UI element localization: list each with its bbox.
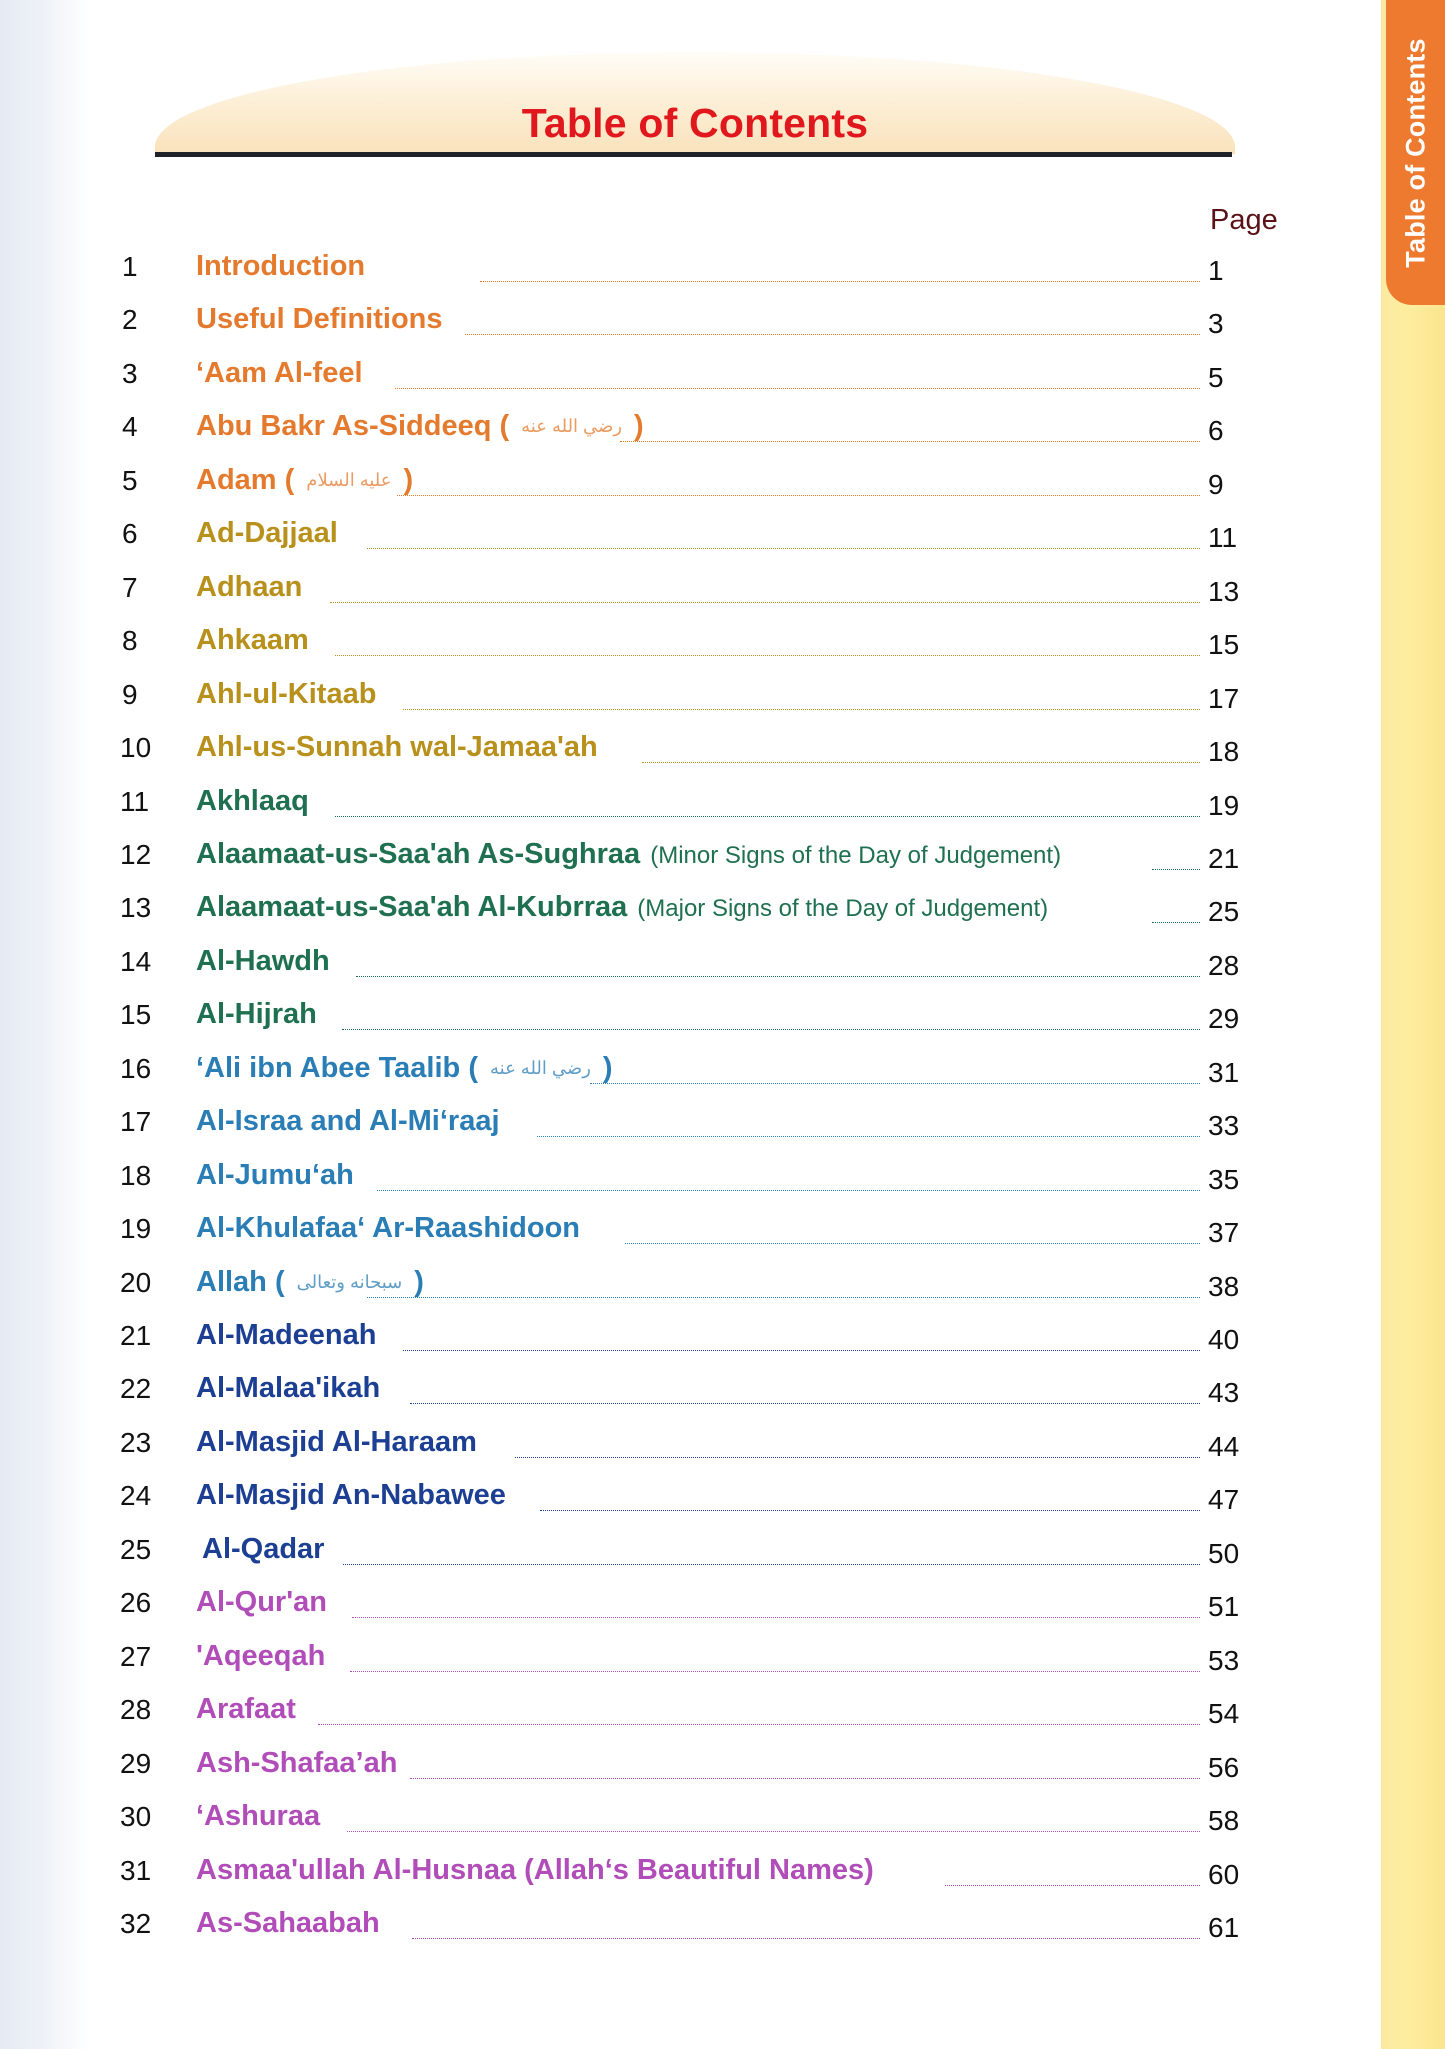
entry-number: 14 — [120, 945, 152, 977]
arabic-honorific-icon: عليه السلام — [306, 469, 392, 490]
entry-subtitle: (Minor Signs of the Day of Judgement) — [650, 841, 1062, 869]
entry-title[interactable]: Ahkaam — [196, 624, 309, 657]
entry-title-group[interactable] — [196, 1159, 354, 1192]
entry-title-group[interactable] — [196, 1212, 580, 1245]
entry-page-number[interactable]: 51 — [1208, 1591, 1240, 1623]
toc-entry[interactable] — [0, 1417, 1381, 1470]
entry-page-number[interactable]: 44 — [1208, 1430, 1240, 1462]
entry-page-number[interactable]: 28 — [1208, 949, 1240, 981]
toc-entry[interactable] — [0, 562, 1381, 615]
entry-subtitle: (Major Signs of the Day of Judgement) — [637, 895, 1049, 923]
entry-page-number[interactable]: 6 — [1208, 415, 1224, 447]
entry-number: 23 — [120, 1426, 152, 1458]
entry-title-group[interactable] — [196, 1693, 296, 1726]
entry-page-number[interactable]: 31 — [1208, 1056, 1240, 1088]
toc-entry[interactable] — [0, 1524, 1381, 1577]
toc-entry[interactable] — [0, 1043, 1381, 1096]
dot-leader — [480, 281, 1200, 282]
arabic-honorific-icon: رضي الله عنه — [489, 1057, 591, 1078]
entry-title-group[interactable] — [196, 1586, 327, 1619]
entry-number: 9 — [122, 678, 138, 710]
entry-number: 24 — [120, 1480, 152, 1512]
entry-page-number[interactable]: 38 — [1208, 1270, 1240, 1302]
entry-title-group[interactable] — [196, 303, 443, 336]
entry-title[interactable]: Al-Israa and Al-Mi‘raaj — [196, 1105, 500, 1138]
dot-leader — [410, 1403, 1200, 1404]
entry-number: 21 — [120, 1320, 152, 1351]
entry-page-number[interactable]: 58 — [1208, 1805, 1240, 1837]
title-underline — [155, 152, 1232, 157]
dot-leader — [330, 602, 1200, 603]
title-banner — [155, 52, 1235, 154]
toc-entry[interactable] — [0, 882, 1381, 935]
dot-leader — [642, 762, 1200, 763]
dot-leader — [403, 1350, 1200, 1351]
entry-title[interactable]: Ash-Shafaa’ah — [196, 1746, 398, 1779]
entry-title[interactable]: Al-Qur'an — [196, 1586, 327, 1619]
toc-entry[interactable] — [0, 455, 1381, 508]
entry-page-number[interactable]: 47 — [1208, 1484, 1240, 1516]
toc-entry[interactable] — [0, 241, 1381, 294]
dot-leader — [945, 1885, 1200, 1886]
entry-number: 15 — [120, 999, 152, 1031]
entry-title[interactable]: Al-Hijrah — [196, 998, 317, 1031]
dot-leader — [410, 1778, 1200, 1779]
entry-page-number[interactable]: 60 — [1208, 1858, 1240, 1890]
entry-title-group[interactable] — [196, 731, 598, 764]
entry-title-group[interactable] — [196, 945, 330, 978]
entry-number: 16 — [120, 1052, 152, 1084]
toc-entry[interactable] — [0, 1363, 1381, 1416]
entry-number: 2 — [122, 304, 138, 336]
toc-entry[interactable] — [0, 1257, 1381, 1310]
entry-number: 12 — [120, 838, 152, 870]
toc-entry[interactable] — [0, 1791, 1381, 1844]
dot-leader — [515, 1457, 1200, 1458]
entry-title[interactable]: Asmaa'ullah Al-Husnaa (Allah‘s Beautiful Names) — [196, 1853, 874, 1886]
toc-entry[interactable] — [0, 1845, 1381, 1898]
dot-leader — [1152, 869, 1200, 870]
entry-page-number[interactable]: 5 — [1208, 361, 1224, 393]
entry-page-number[interactable]: 1 — [1208, 255, 1224, 286]
toc-entry[interactable] — [0, 1577, 1381, 1630]
toc-entry[interactable] — [0, 1898, 1381, 1951]
toc-entry[interactable] — [0, 936, 1381, 989]
closing-paren: ) — [414, 1265, 424, 1298]
toc-entry[interactable] — [0, 1203, 1381, 1256]
entry-title[interactable]: Arafaat — [196, 1693, 296, 1726]
entry-title[interactable]: ‘Aam Al-feel — [196, 356, 363, 389]
dot-leader — [590, 1083, 1200, 1084]
entry-number: 17 — [120, 1106, 152, 1138]
toc-entry[interactable] — [0, 615, 1381, 668]
entry-number: 29 — [120, 1747, 152, 1779]
toc-entry[interactable] — [0, 294, 1381, 347]
side-margin-strip — [1381, 0, 1445, 2049]
section-tab[interactable] — [1386, 0, 1445, 305]
entry-title[interactable]: Al-Qadar — [202, 1532, 325, 1565]
toc-entry[interactable] — [0, 1096, 1381, 1149]
dot-leader — [377, 1190, 1200, 1191]
entry-title[interactable]: Adhaan — [196, 570, 303, 603]
entry-number: 25 — [120, 1533, 152, 1565]
entry-page-number[interactable]: 15 — [1208, 629, 1240, 661]
entry-title[interactable]: Al-Masjid Al-Haraam — [196, 1425, 477, 1458]
entry-title-group[interactable] — [196, 1319, 376, 1352]
entry-title[interactable]: Alaamaat-us-Saa'ah As-Sughraa — [196, 837, 641, 870]
dot-leader — [412, 1938, 1200, 1939]
dot-leader — [537, 1136, 1200, 1137]
closing-paren: ) — [602, 1051, 613, 1084]
entry-number: 6 — [122, 518, 138, 550]
entry-page-number[interactable]: 33 — [1208, 1110, 1240, 1142]
entry-number: 30 — [120, 1801, 152, 1833]
entry-number: 28 — [120, 1694, 152, 1726]
dot-leader — [465, 334, 1200, 335]
entry-title-group[interactable] — [202, 1533, 324, 1566]
entry-title[interactable]: Ahl-ul-Kitaab — [196, 677, 377, 710]
arabic-honorific-icon: رضي الله عنه — [521, 416, 623, 437]
dot-leader — [540, 1510, 1200, 1511]
entry-page-number[interactable]: 56 — [1208, 1751, 1240, 1783]
entry-number: 22 — [120, 1373, 152, 1405]
entry-title-group[interactable] — [196, 838, 1061, 871]
entry-title-group[interactable] — [196, 517, 338, 550]
dot-leader — [343, 1564, 1200, 1565]
page-column-header: Page — [1210, 204, 1278, 236]
entry-page-number[interactable]: 13 — [1208, 575, 1240, 607]
entry-number: 4 — [122, 411, 138, 443]
entry-number: 1 — [122, 251, 138, 282]
entry-page-number[interactable]: 17 — [1208, 682, 1240, 714]
entry-title[interactable]: ‘Ali ibn Abee Taalib ( — [196, 1051, 478, 1084]
entry-page-number[interactable]: 19 — [1208, 789, 1240, 821]
entry-title-group[interactable] — [196, 1800, 320, 1833]
dot-leader — [620, 441, 1200, 442]
entry-title-group[interactable] — [196, 410, 644, 443]
toc-entry[interactable] — [0, 1738, 1381, 1791]
entry-number: 27 — [120, 1640, 152, 1672]
entry-title[interactable]: Introduction — [196, 250, 366, 282]
section-tab-label: Table of Contents — [1400, 37, 1430, 268]
entry-title-group[interactable] — [196, 1426, 477, 1459]
entry-page-number[interactable]: 25 — [1208, 896, 1240, 928]
entry-title[interactable]: Allah ( — [196, 1265, 285, 1298]
entry-title[interactable]: As-Sahaabah — [196, 1906, 380, 1939]
entry-page-number[interactable]: 53 — [1208, 1644, 1240, 1676]
entry-title-group[interactable] — [196, 1907, 380, 1940]
entry-number: 19 — [120, 1213, 152, 1245]
entry-title-group[interactable] — [196, 1105, 500, 1138]
toc-entry[interactable] — [0, 989, 1381, 1042]
entry-title-group[interactable] — [196, 998, 317, 1031]
dot-leader — [335, 655, 1200, 656]
dot-leader — [625, 1243, 1200, 1244]
entry-title[interactable]: ‘Ashuraa — [196, 1800, 321, 1833]
entry-number: 26 — [120, 1587, 152, 1619]
entry-title-group[interactable] — [196, 1640, 325, 1673]
entry-title[interactable]: Akhlaaq — [196, 784, 309, 817]
dot-leader — [403, 709, 1200, 710]
entry-number: 32 — [120, 1907, 152, 1939]
dot-leader — [367, 548, 1200, 549]
entry-title[interactable]: Al-Jumu‘ah — [196, 1158, 354, 1191]
entry-title[interactable]: Abu Bakr As-Siddeeq ( — [196, 410, 510, 443]
dot-leader — [347, 1831, 1200, 1832]
entry-title[interactable]: Al-Khulafaa‘ Ar-Raashidoon — [196, 1212, 581, 1245]
entry-number: 10 — [120, 732, 152, 764]
dot-leader — [342, 1029, 1200, 1030]
entry-title-group[interactable] — [196, 464, 413, 497]
entry-title[interactable]: Al-Hawdh — [196, 944, 330, 977]
dot-leader — [350, 1671, 1200, 1672]
entry-number: 18 — [120, 1159, 152, 1191]
entry-title-group[interactable] — [196, 250, 365, 283]
entry-number: 20 — [120, 1266, 152, 1298]
entry-title-group[interactable] — [196, 357, 363, 390]
entry-title[interactable]: 'Aqeeqah — [196, 1639, 326, 1672]
page-title: Table of Contents — [521, 100, 869, 146]
entry-title[interactable]: Alaamaat-us-Saa'ah Al-Kubrraa — [196, 891, 628, 924]
arabic-honorific-icon: سبحانه وتعالى — [296, 1271, 403, 1292]
toc-entry[interactable] — [0, 1684, 1381, 1737]
closing-paren: ) — [634, 410, 644, 443]
dot-leader — [335, 816, 1200, 817]
entry-title[interactable]: Adam ( — [196, 463, 295, 496]
dot-leader — [356, 976, 1200, 977]
toc-entry[interactable] — [0, 348, 1381, 401]
entry-title-group[interactable] — [196, 1266, 424, 1299]
toc-entry[interactable] — [0, 722, 1381, 775]
entry-title-group[interactable] — [196, 1052, 613, 1085]
dot-leader — [395, 388, 1200, 389]
entry-number: 31 — [120, 1854, 152, 1886]
dot-leader — [1152, 922, 1200, 923]
entry-title[interactable]: Ahl-us-Sunnah wal-Jamaa'ah — [196, 731, 598, 764]
toc-entry[interactable] — [0, 508, 1381, 561]
toc-entry[interactable] — [0, 1470, 1381, 1523]
entry-page-number[interactable]: 61 — [1208, 1911, 1240, 1943]
entry-title-group[interactable] — [196, 624, 309, 657]
dot-leader — [318, 1724, 1200, 1725]
entry-number: 13 — [120, 892, 152, 924]
entry-page-number[interactable]: 40 — [1208, 1324, 1240, 1355]
entry-title-group[interactable] — [196, 1854, 874, 1887]
dot-leader — [367, 1297, 1200, 1298]
entry-title-group[interactable] — [196, 1372, 380, 1405]
entry-number: 3 — [122, 357, 138, 389]
toc-entry[interactable] — [0, 401, 1381, 454]
toc-entry[interactable] — [0, 1310, 1381, 1363]
toc-entry[interactable] — [0, 776, 1381, 829]
entry-page-number[interactable]: 35 — [1208, 1163, 1240, 1195]
entry-title-group[interactable] — [196, 1479, 506, 1512]
entry-title-group[interactable] — [196, 785, 309, 818]
entry-title[interactable]: Ad-Dajjaal — [196, 517, 338, 550]
entry-page-number[interactable]: 9 — [1208, 468, 1224, 500]
entry-title[interactable]: Useful Definitions — [196, 303, 443, 336]
dot-leader — [397, 495, 1200, 496]
entry-number: 8 — [122, 625, 138, 657]
toc-entry[interactable] — [0, 669, 1381, 722]
entry-title-group[interactable] — [196, 1747, 397, 1780]
closing-paren: ) — [403, 463, 414, 496]
entry-title-group[interactable] — [196, 891, 1048, 924]
entry-page-number[interactable]: 11 — [1208, 522, 1238, 554]
entry-page-number[interactable]: 37 — [1208, 1217, 1240, 1249]
entry-title-group[interactable] — [196, 571, 302, 604]
entry-title[interactable]: Al-Malaa'ikah — [196, 1372, 381, 1405]
entry-page-number[interactable]: 54 — [1208, 1698, 1240, 1730]
entry-title[interactable]: Al-Madeenah — [196, 1319, 377, 1351]
dot-leader — [352, 1617, 1200, 1618]
entry-number: 5 — [122, 464, 138, 496]
entry-page-number[interactable]: 29 — [1208, 1003, 1240, 1035]
entry-page-number[interactable]: 50 — [1208, 1537, 1240, 1569]
entry-page-number[interactable]: 43 — [1208, 1377, 1240, 1409]
toc-entry[interactable] — [0, 1150, 1381, 1203]
entry-title[interactable]: Al-Masjid An-Nabawee — [196, 1479, 506, 1512]
toc-entry[interactable] — [0, 1631, 1381, 1684]
toc-entry[interactable] — [0, 829, 1381, 882]
entry-title-group[interactable] — [196, 678, 376, 711]
entry-page-number[interactable]: 3 — [1208, 308, 1224, 340]
entry-page-number[interactable]: 21 — [1208, 842, 1240, 874]
entry-page-number[interactable]: 18 — [1208, 736, 1240, 768]
entry-number: 11 — [120, 785, 150, 817]
entry-number: 7 — [122, 571, 138, 603]
